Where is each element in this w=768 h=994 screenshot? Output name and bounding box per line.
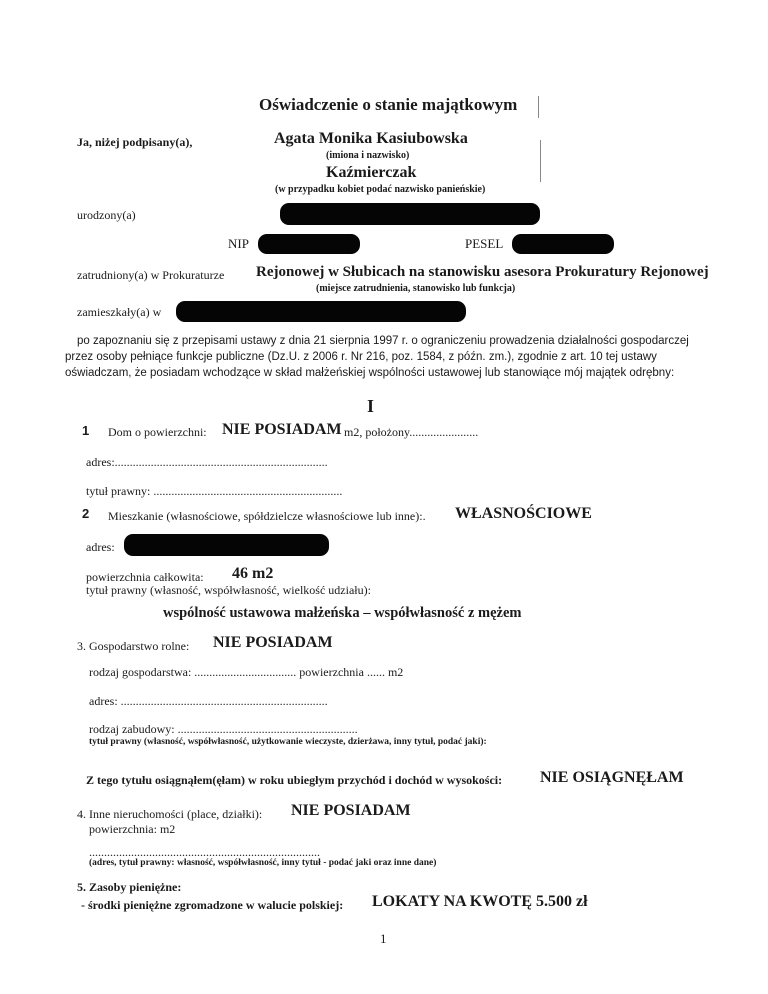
document-title: Oświadczenie o stanie majątkowym	[259, 95, 518, 114]
item2-number: 2	[82, 506, 90, 521]
item3-label: 3. Gospodarstwo rolne:	[77, 639, 190, 653]
item3-type: rodzaj gospodarstwa: .................................. powierzchnia ...... m2	[89, 665, 404, 679]
item1-label: Dom o powierzchni:	[108, 425, 207, 439]
signer-name: Agata Monika Kasiubowska	[274, 130, 468, 147]
item3-income-label: Z tego tytułu osiągnąłem(ęłam) w roku ubiegłym przychód i dochód w wysokości:	[86, 773, 503, 787]
item4-value: NIE POSIADAM	[291, 802, 411, 819]
item2-title-value: wspólność ustawowa małżeńska – współwłasność z mężem	[163, 605, 522, 621]
item3-income-value: NIE OSIĄGNĘŁAM	[540, 769, 684, 786]
declaration-line-1: po zapoznaniu się z przepisami ustawy z dnia 21 sierpnia 1997 r. o ograniczeniu prowadzenia działalności gospodarczej	[77, 335, 689, 347]
item4-dots: .............................................................................	[89, 845, 320, 859]
redaction-address	[124, 534, 329, 556]
page-number: 1	[380, 931, 387, 946]
item1-address: adres:.......................................................................	[86, 455, 328, 469]
item5-sub-label: - środki pieniężne zgromadzone w walucie polskiej:	[81, 898, 344, 912]
born-label: urodzony(a)	[77, 208, 136, 222]
scan-line	[540, 140, 541, 182]
section-roman: I	[367, 396, 375, 416]
signer-label: Ja, niżej podpisany(a),	[77, 135, 193, 149]
employed-label: zatrudniony(a) w Prokuraturze	[77, 268, 225, 282]
item3-address: adres: .....................................................................	[89, 694, 328, 708]
item3-hint: tytuł prawny (własność, współwłasność, użytkowanie wieczyste, dzierżawa, inny tytuł, podać jaki):	[89, 737, 487, 747]
item2-label: Mieszkanie (własnościowe, spółdzielcze własnościowe lub inne):.	[108, 509, 426, 523]
item5-value: LOKATY NA KWOTĘ 5.500 zł	[372, 893, 588, 910]
item2-value: WŁASNOŚCIOWE	[455, 505, 592, 522]
item1-title: tytuł prawny: ...............................................................	[86, 484, 343, 498]
declaration-line-3: oświadczam, że posiadam wchodzące w skład małżeńskiej wspólności ustawowej lub stanowiące mój majątek odrębny:	[65, 367, 675, 379]
employed-value: Rejonowej w Słubicach na stanowisku asesora Prokuratury Rejonowej	[256, 264, 709, 280]
name-hint: (imiona i nazwisko)	[326, 150, 410, 161]
scan-line	[538, 96, 539, 118]
maiden-hint: (w przypadku kobiet podać nazwisko panieńskie)	[275, 184, 486, 195]
item4-area: powierzchnia: m2	[89, 822, 176, 836]
nip-label: NIP	[228, 236, 249, 251]
employed-hint: (miejsce zatrudnienia, stanowisko lub funkcja)	[316, 283, 516, 294]
item3-value: NIE POSIADAM	[213, 634, 333, 651]
item5-label: 5. Zasoby pieniężne:	[77, 880, 182, 894]
maiden-name: Kaźmierczak	[326, 164, 417, 181]
item1-suffix: m2, położony.......................	[344, 425, 479, 439]
item1-value: NIE POSIADAM	[222, 421, 342, 438]
residence-label: zamieszkały(a) w	[77, 305, 162, 319]
redaction-birth	[280, 203, 540, 225]
item2-area-value: 46 m2	[232, 565, 274, 582]
item4-hint: (adres, tytuł prawny: własność, współwłasność, inny tytuł - podać jaki oraz inne dane)	[89, 858, 437, 868]
redaction-nip	[258, 234, 360, 254]
pesel-label: PESEL	[465, 236, 504, 251]
item2-title-label: tytuł prawny (własność, współwłasność, wielkość udziału):	[86, 583, 371, 597]
item2-address-label: adres:	[86, 540, 115, 554]
item2-area-label: powierzchnia całkowita:	[86, 570, 204, 584]
redaction-residence	[176, 301, 466, 322]
redaction-pesel	[512, 234, 614, 254]
declaration-line-2: przez osoby pełniące funkcje publiczne (Dz.U. z 2006 r. Nr 216, poz. 1584, z późn. zm.), zgodnie z art. 10 tej ustawy	[65, 351, 657, 363]
item4-label: 4. Inne nieruchomości (place, działki):	[77, 807, 263, 821]
item1-number: 1	[82, 423, 90, 438]
item3-buildings: rodzaj zabudowy: ............................................................	[89, 722, 358, 736]
